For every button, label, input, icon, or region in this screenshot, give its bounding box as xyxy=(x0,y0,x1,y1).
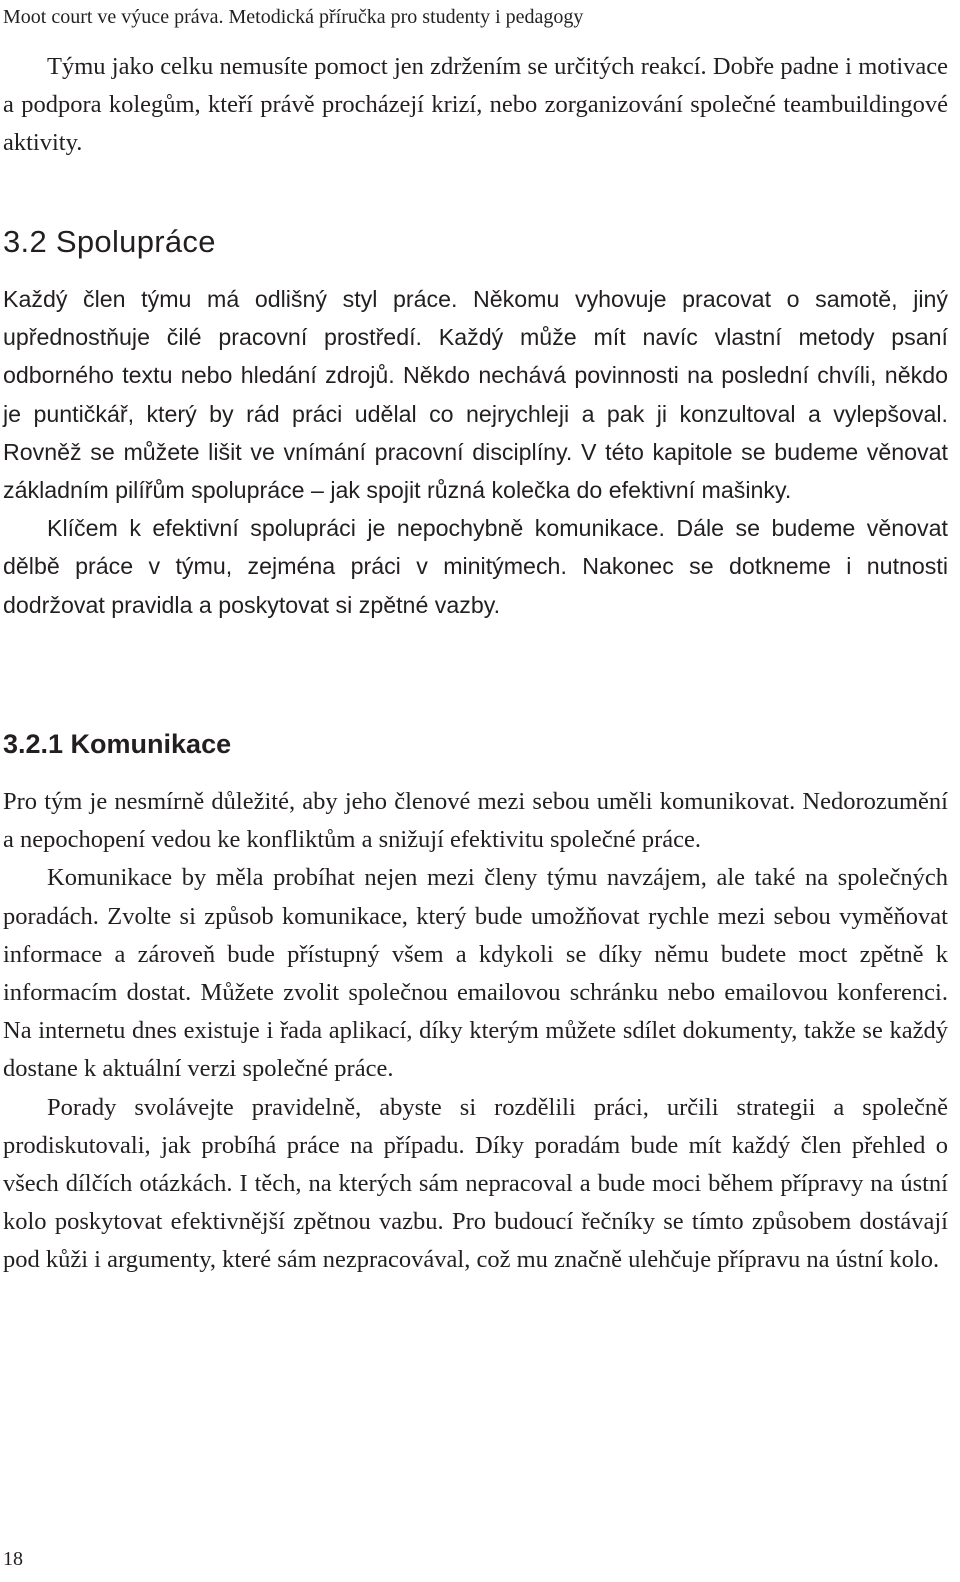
page-number: 18 xyxy=(3,1548,23,1570)
running-header: Moot court ve výuce práva. Metodická příručka pro studenty i pedagogy xyxy=(3,6,584,28)
section-heading-spoluprace: 3.2 Spolupráce xyxy=(3,224,216,259)
komunikace-paragraph-2: Komunikace by měla probíhat nejen mezi členy týmu navzájem, ale také na společných poradách. Zvolte si způsob komunikace, který bude umožňovat rychle mezi sebou vyměňovat informace a zároveň bude přístupný všem a kdykoli se díky němu budete moct zpětně k informacím dostat. Můžete zvolit společnou emailovou schránku nebo emailovou konferenci. Na internetu dnes existuje i řada aplikací, díky kterým můžete sdílet dokumenty, takže se každý dostane k aktuální verzi společné práce. xyxy=(3,864,948,1083)
section-spoluprace-body xyxy=(3,280,948,624)
intro-paragraph: Týmu jako celku nemusíte pomoct jen zdržením se určitých reakcí. Dobře padne i motivace a podpora kolegům, kteří právě procházejí krizí, nebo zorganizování společné teambuildingové aktivity. xyxy=(3,53,948,157)
intro-block xyxy=(3,48,948,163)
subsection-komunikace-body xyxy=(3,783,948,1280)
komunikace-paragraph-1: Pro tým je nesmírně důležité, aby jeho členové mezi sebou uměli komunikovat. Nedorozumění a nepochopení vedou ke konfliktům a snižují efektivitu společné práce. xyxy=(3,788,948,854)
komunikace-paragraph-3: Porady svolávejte pravidelně, abyste si rozdělili práci, určili strategii a společně prodiskutovali, jak probíhá práce na případu. Díky poradám bude mít každý člen přehled o všech dílčích otázkách. I těch, na kterých sám nepracoval a bude moci během přípravy na ústní kolo poskytovat efektivnější zpětnou vazbu. Pro budoucí řečníky se tímto způsobem dostávají pod kůži i argumenty, které sám nezpracovával, což mu značně ulehčuje přípravu na ústní kolo. xyxy=(3,1093,948,1274)
section-spoluprace-paragraph-2: Klíčem k efektivní spolupráci je nepochybně komunikace. Dále se budeme věnovat dělbě práce v týmu, zejména práci v minitýmech. Nakonec se dotkneme i nutnosti dodržovat pravidla a poskytovat si zpětné vazby. xyxy=(3,515,948,618)
subsection-heading-komunikace: 3.2.1 Komunikace xyxy=(3,729,232,759)
section-spoluprace-paragraph: Každý člen týmu má odlišný styl práce. Někomu vyhovuje pracovat o samotě, jiný upřednostňuje čilé pracovní prostředí. Každý může mít navíc vlastní metody psaní odborného textu nebo hledání zdrojů. Někdo nechává povinnosti na poslední chvíli, někdo je puntičkář, který by rád práci udělal co nejrychleji a pak ji konzultoval a vylepšoval. Rovněž se můžete lišit ve vnímání pracovní disciplíny. V této kapitole se budeme věnovat základním pilířům spolupráce – jak spojit různá kolečka do efektivní mašinky. xyxy=(3,286,948,504)
